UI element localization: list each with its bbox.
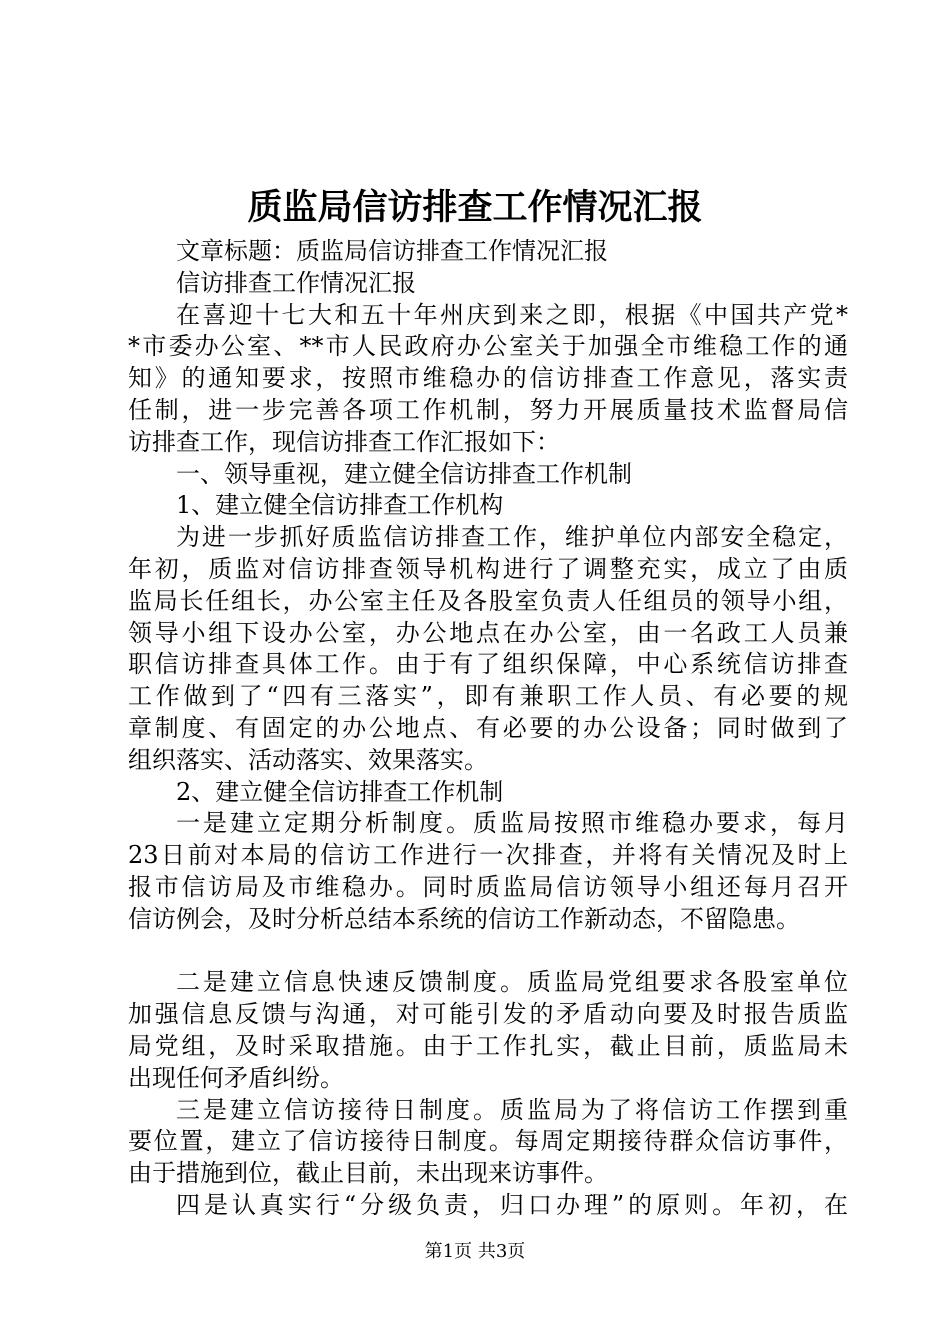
text-line: 一、领导重视，建立健全信访排查工作机制: [176, 459, 632, 488]
text-line: 领导小组下设办公室，办公地点在办公室，由一名政工人员兼: [128, 618, 848, 647]
text-line: 年初，质监对信访排查领导机构进行了调整充实，成立了由质: [128, 554, 848, 583]
document-title: 质监局信访排查工作情况汇报: [247, 187, 703, 228]
text-line: 为进一步抓好质监信访排查工作，维护单位内部安全稳定，: [176, 523, 848, 552]
text-line: 章制度、有固定的办公地点、有必要的办公设备；同时做到了: [128, 713, 848, 742]
text-line: 组织落实、活动落实、效果落实。: [128, 745, 488, 774]
text-line: 23日前对本局的信访工作进行一次排查，并将有关情况及时上: [128, 841, 848, 870]
text-line: 1、建立健全信访排查工作机构: [176, 491, 504, 520]
text-line: 访排查工作，现信访排查工作汇报如下：: [128, 427, 560, 456]
blank-line: [128, 936, 848, 968]
text-line: 加强信息反馈与沟通，对可能引发的矛盾动向要及时报告质监: [128, 1000, 848, 1029]
text-line: 局党组，及时采取措施。由于工作扎实，截止目前，质监局未: [128, 1031, 848, 1060]
text-line: 文章标题：质监局信访排查工作情况汇报: [176, 237, 608, 265]
text-line: 四是认真实行“分级负责，归口办理”的原则。年初，在: [176, 1190, 848, 1219]
text-line: 知》的通知要求，按照市维稳办的信访排查工作意见，落实责: [128, 364, 848, 393]
text-line: 职信访排查具体工作。由于有了组织保障，中心系统信访排查: [128, 650, 848, 679]
text-line: 二是建立信息快速反馈制度。质监局党组要求各股室单位: [176, 968, 848, 997]
page-footer: 第1页 共3页: [424, 1241, 526, 1262]
text-line: 在喜迎十七大和五十年州庆到来之即，根据《中国共产党*: [176, 300, 848, 329]
text-line: 一是建立定期分析制度。质监局按照市维稳办要求，每月: [176, 809, 848, 838]
text-line: 出现任何矛盾纠纷。: [128, 1063, 344, 1092]
text-line: 任制，进一步完善各项工作机制，努力开展质量技术监督局信: [128, 395, 848, 424]
text-line: 工作做到了“四有三落实”，即有兼职工作人员、有必要的规: [128, 682, 848, 711]
text-line: 2、建立健全信访排查工作机制: [176, 777, 504, 806]
text-line: 由于措施到位，截止目前，未出现来访事件。: [128, 1159, 608, 1188]
document-body: [128, 236, 848, 1222]
text-line: *市委办公室、**市人民政府办公室关于加强全市维稳工作的通: [128, 332, 848, 361]
text-line: 监局长任组长，办公室主任及各股室负责人任组员的领导小组，: [128, 586, 848, 615]
text-line: 报市信访局及市维稳办。同时质监局信访领导小组还每月召开: [128, 872, 848, 901]
text-line: 要位置，建立了信访接待日制度。每周定期接待群众信访事件，: [128, 1127, 848, 1156]
text-line: 信访例会，及时分析总结本系统的信访工作新动态，不留隐患。: [128, 904, 800, 933]
text-line: 三是建立信访接待日制度。质监局为了将信访工作摆到重: [176, 1095, 848, 1124]
text-line: 信访排查工作情况汇报: [176, 268, 416, 297]
